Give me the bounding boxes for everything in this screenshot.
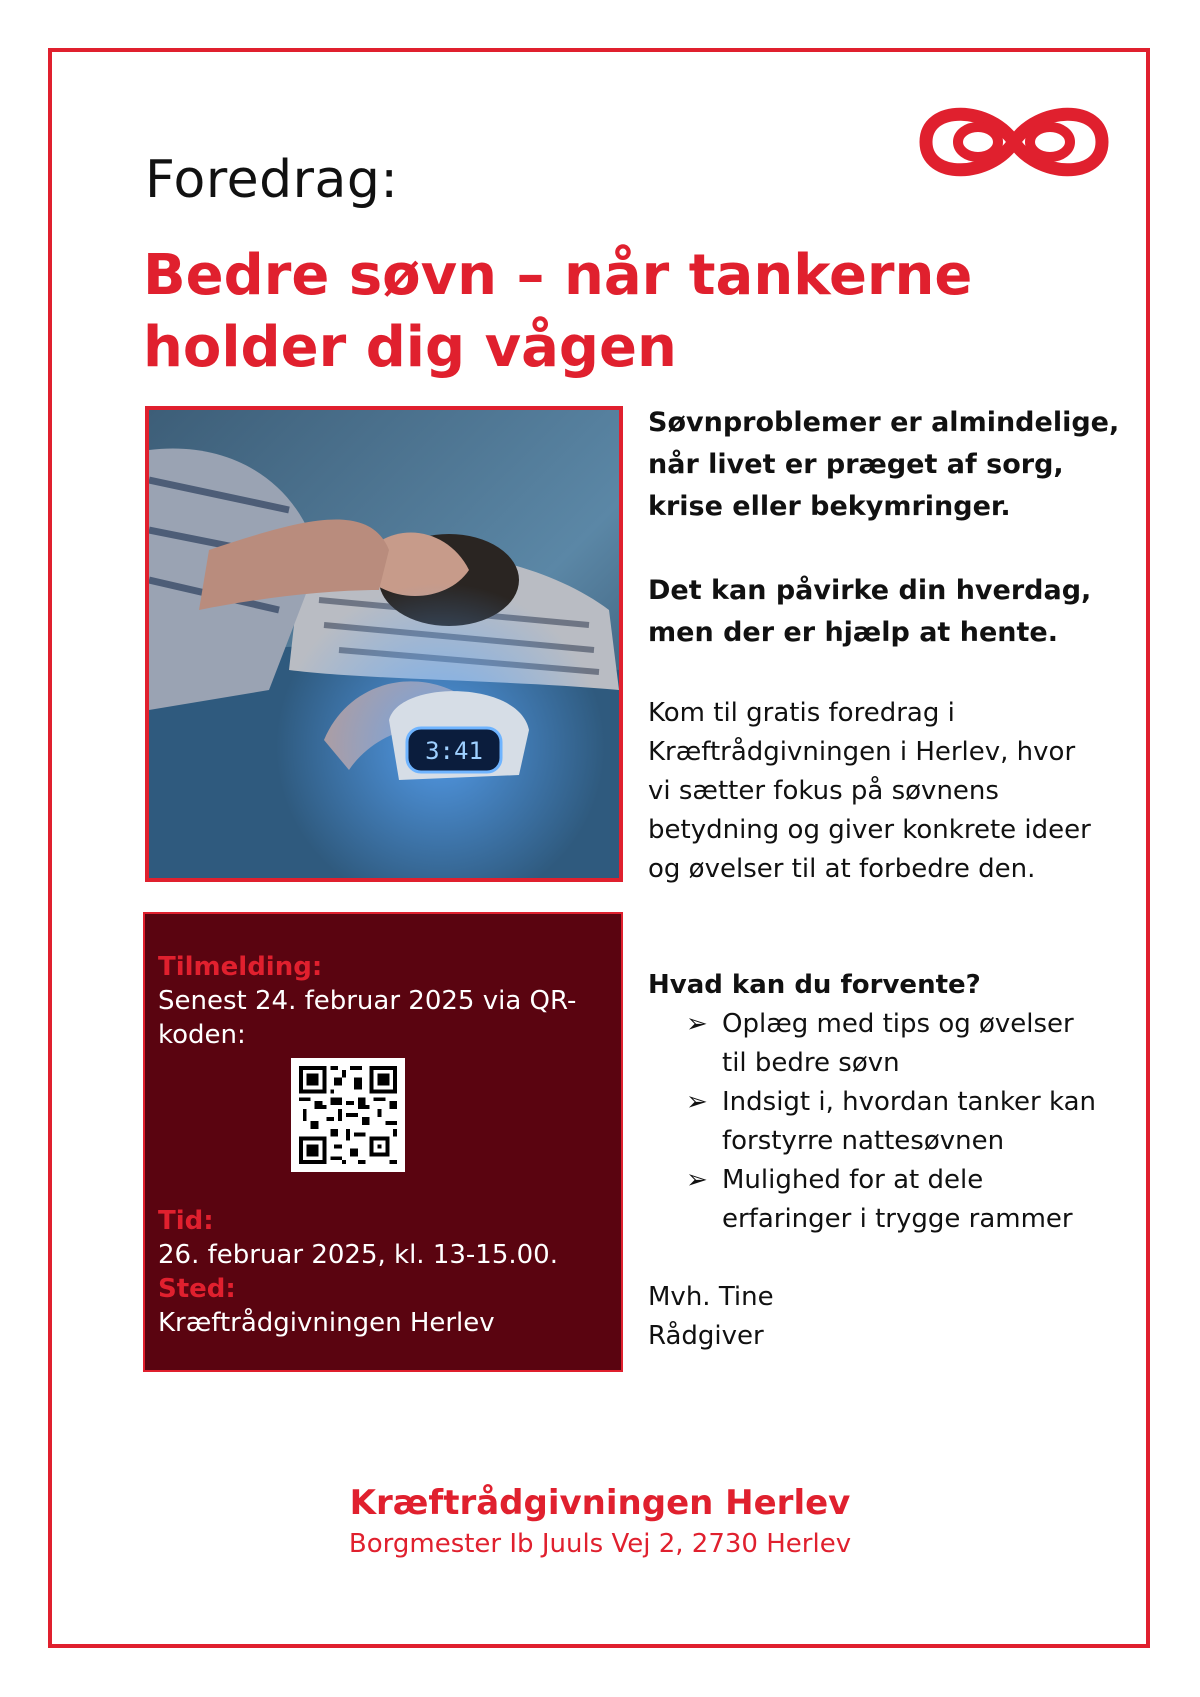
signature-name: Mvh. Tine bbox=[648, 1282, 774, 1312]
arrow-bullet-icon: ➢ bbox=[686, 1165, 708, 1195]
title-line-2: holder dig vågen bbox=[143, 315, 677, 380]
list-item bbox=[686, 1083, 1148, 1161]
event-info-box bbox=[143, 912, 623, 1372]
signature-role: Rådgiver bbox=[648, 1321, 764, 1351]
arrow-bullet-icon: ➢ bbox=[686, 1087, 708, 1117]
list-item-text: Mulighed for at dele bbox=[722, 1165, 984, 1195]
intro-line: krise eller bekymringer. bbox=[648, 491, 1011, 522]
clock-time: 3:41 bbox=[425, 737, 483, 765]
invitation-text bbox=[648, 694, 1138, 889]
footer-address: Borgmester Ib Juuls Vej 2, 2730 Herlev bbox=[348, 1529, 852, 1559]
list-item bbox=[686, 1005, 1148, 1083]
invite-line: og øvelser til at forbedre den. bbox=[648, 854, 1036, 884]
infinity-logo bbox=[912, 90, 1116, 194]
signature bbox=[648, 1278, 774, 1356]
intro-text bbox=[648, 402, 1138, 696]
intro-line: Søvnproblemer er almindelige, bbox=[648, 407, 1120, 438]
list-item-text: til bedre søvn bbox=[722, 1048, 900, 1078]
footer bbox=[0, 1480, 1200, 1562]
place-value: Kræftrådgivningen Herlev bbox=[158, 1308, 495, 1338]
list-item-text: Oplæg med tips og øvelser bbox=[722, 1009, 1074, 1039]
intro-paragraph-1 bbox=[648, 402, 1138, 528]
signup-label: Tilmelding: bbox=[158, 952, 323, 982]
list-item-text: erfaringer i trygge rammer bbox=[722, 1204, 1073, 1234]
arrow-bullet-icon: ➢ bbox=[686, 1009, 708, 1039]
invite-line: betydning og giver konkrete ideer bbox=[648, 815, 1091, 845]
expectations-section bbox=[648, 966, 1148, 1239]
signup-section bbox=[158, 950, 618, 1052]
page-title bbox=[143, 240, 1043, 384]
intro-line: men der er hjælp at hente. bbox=[648, 617, 1058, 648]
intro-paragraph-2 bbox=[648, 570, 1138, 654]
intro-line: Det kan påvirke din hverdag, bbox=[648, 575, 1092, 606]
invite-line: Kom til gratis foredrag i bbox=[648, 698, 955, 728]
time-label: Tid: bbox=[158, 1206, 214, 1236]
intro-line: når livet er præget af sorg, bbox=[648, 449, 1064, 480]
time-value: 26. februar 2025, kl. 13-15.00. bbox=[158, 1240, 558, 1270]
expectations-list bbox=[648, 1005, 1148, 1239]
place-label: Sted: bbox=[158, 1274, 236, 1304]
invite-line: vi sætter fokus på søvnens bbox=[648, 776, 999, 806]
list-item-text: Indsigt i, hvordan tanker kan bbox=[722, 1087, 1097, 1117]
signup-text-1: Senest 24. februar 2025 via QR- bbox=[158, 986, 577, 1016]
time-place-section bbox=[158, 1204, 618, 1340]
qr-code[interactable] bbox=[291, 1058, 405, 1172]
invite-line: Kræftrådgivningen i Herlev, hvor bbox=[648, 737, 1076, 767]
talk-label: Foredrag: bbox=[145, 150, 399, 210]
footer-org-name: Kræftrådgivningen Herlev bbox=[349, 1483, 851, 1523]
sleep-photo bbox=[145, 406, 623, 882]
list-item bbox=[686, 1161, 1148, 1239]
expectations-title: Hvad kan du forvente? bbox=[648, 970, 981, 1000]
signup-text-2: koden: bbox=[158, 1020, 246, 1050]
title-line-1: Bedre søvn – når tankerne bbox=[143, 243, 973, 308]
list-item-text: forstyrre nattesøvnen bbox=[722, 1126, 1005, 1156]
